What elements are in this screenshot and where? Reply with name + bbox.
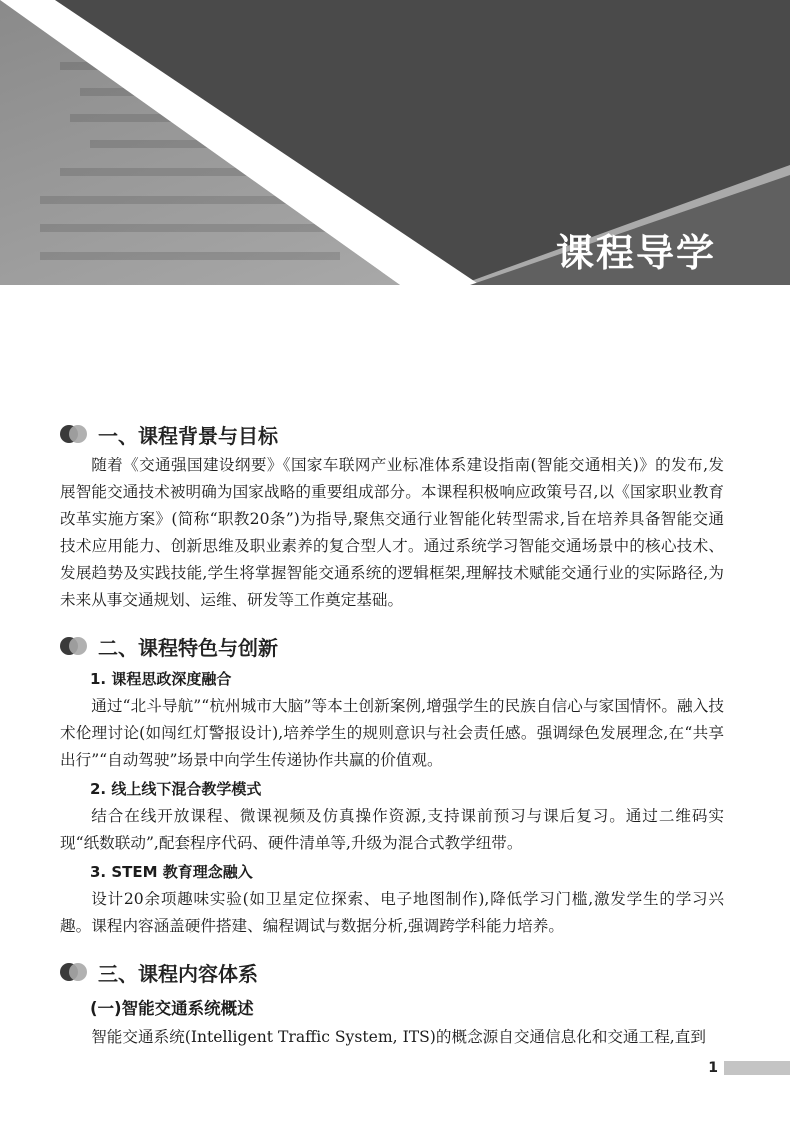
page-number-bar (724, 1061, 790, 1075)
section-bullet-icon (60, 634, 90, 658)
section-bullet-icon (60, 960, 90, 984)
body-paragraph: 结合在线开放课程、微课视频及仿真操作资源,支持课前预习与课后复习。通过二维码实现“纸数联动”,配套程序代码、硬件清单等,升级为混合式教学纽带。 (60, 807, 724, 852)
subheading: (一)智能交通系统概述 (90, 999, 254, 1018)
section-title: 二、课程特色与创新 (98, 635, 278, 660)
section-heading-content (60, 954, 724, 990)
document-body (60, 412, 724, 1051)
subheading: 3. STEM 教育理念融入 (90, 863, 253, 881)
subheading: 1. 课程思政深度融合 (90, 670, 232, 688)
section-heading-background (60, 416, 724, 452)
body-paragraph: 智能交通系统(Intelligent Traffic System, ITS)的概念源自交通信息化和交通工程,直到 (91, 1028, 706, 1046)
section-title: 一、课程背景与目标 (98, 423, 278, 448)
page-title: 课程导学 (555, 231, 716, 275)
section-heading-features (60, 628, 724, 664)
subheading: 2. 线上线下混合教学模式 (90, 780, 262, 798)
body-paragraph: 随着《交通强国建设纲要》《国家车联网产业标准体系建设指南(智能交通相关)》的发布,发展智能交通技术被明确为国家战略的重要组成部分。本课程积极响应政策号召,以《国家职业教育改革实施方案》(简称“职教20条”)为指导,聚焦交通行业智能化转型需求,旨在培养具备智能交通技术应用能力、创新思维及职业素养的复合型人才。通过系统学习智能交通场景中的核心技术、发展趋势及实践技能,学生将掌握智能交通系统的逻辑框架,理解技术赋能交通行业的实际路径,为未来从事交通规划、运维、研发等工作奠定基础。 (60, 456, 724, 609)
body-paragraph: 设计20余项趣味实验(如卫星定位探索、电子地图制作),降低学习门槛,激发学生的学习兴趣。课程内容涵盖硬件搭建、编程调试与数据分析,强调跨学科能力培养。 (60, 890, 724, 935)
section-title: 三、课程内容体系 (98, 961, 258, 986)
body-paragraph: 通过“北斗导航”“杭州城市大脑”等本土创新案例,增强学生的民族自信心与家国情怀。融入技术伦理讨论(如闯红灯警报设计),培养学生的规则意识与社会责任感。强调绿色发展理念,在“共享出行”“自动驾驶”场景中向学生传递协作共赢的价值观。 (60, 697, 724, 769)
section-bullet-icon (60, 422, 90, 446)
page-number: 1 (708, 1060, 718, 1076)
